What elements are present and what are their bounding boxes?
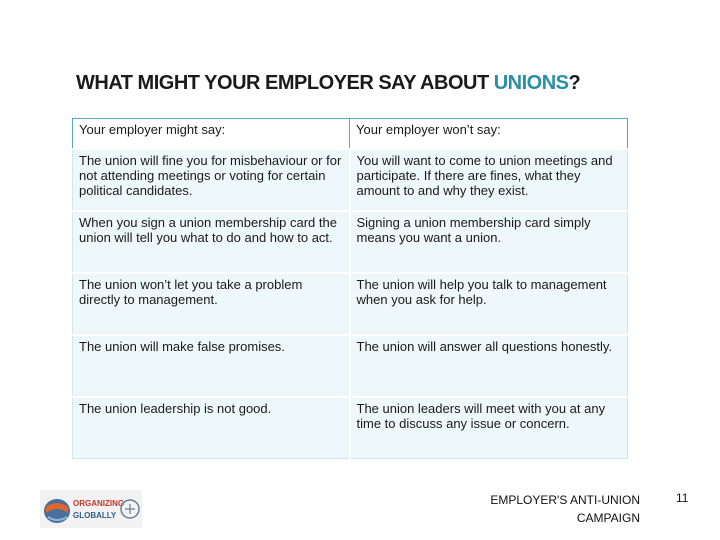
might-say-cell: The union will make false promises. [73, 335, 350, 397]
table-row [73, 397, 628, 459]
comparison-table [72, 118, 628, 459]
slide-title-main: WHAT MIGHT YOUR EMPLOYER SAY ABOUT [76, 72, 494, 94]
slide-title-end: ? [568, 72, 581, 94]
wont-say-cell: The union leaders will meet with you at any time to discuss any issue or concern. [350, 397, 628, 459]
slide-title [76, 72, 580, 95]
logo-text-globally: GLOBALLY [73, 511, 117, 520]
might-say-cell: When you sign a union membership card the union will tell you what to do and how to act. [73, 211, 350, 273]
table-row [73, 335, 628, 397]
table-row [73, 149, 628, 211]
wont-say-cell: The union will help you talk to management when you ask for help. [350, 273, 628, 335]
header-might-say: Your employer might say: [73, 119, 350, 150]
header-wont-say: Your employer won’t say: [350, 119, 628, 150]
table-row [73, 211, 628, 273]
wont-say-cell: You will want to come to union meetings and participate. If there are fines, what they amount to and why they exist. [350, 149, 628, 211]
slide-title-accent: UNIONS [493, 72, 569, 94]
organizing-globally-logo [40, 490, 142, 528]
might-say-cell: The union will fine you for misbehaviour or for not attending meetings or voting for certain political candidates. [73, 149, 350, 211]
table-row [73, 273, 628, 335]
page-number: 11 [676, 491, 689, 505]
footer-caption: EMPLOYER'S ANTI-UNION CAMPAIGN [490, 493, 640, 525]
logo-text-organizing: ORGANIZING [73, 499, 125, 508]
might-say-cell: The union won’t let you take a problem directly to management. [73, 273, 350, 335]
wont-say-cell: The union will answer all questions honestly. [350, 335, 628, 397]
might-say-cell: The union leadership is not good. [73, 397, 350, 459]
wont-say-cell: Signing a union membership card simply means you want a union. [350, 211, 628, 273]
table-header-row [73, 119, 628, 150]
